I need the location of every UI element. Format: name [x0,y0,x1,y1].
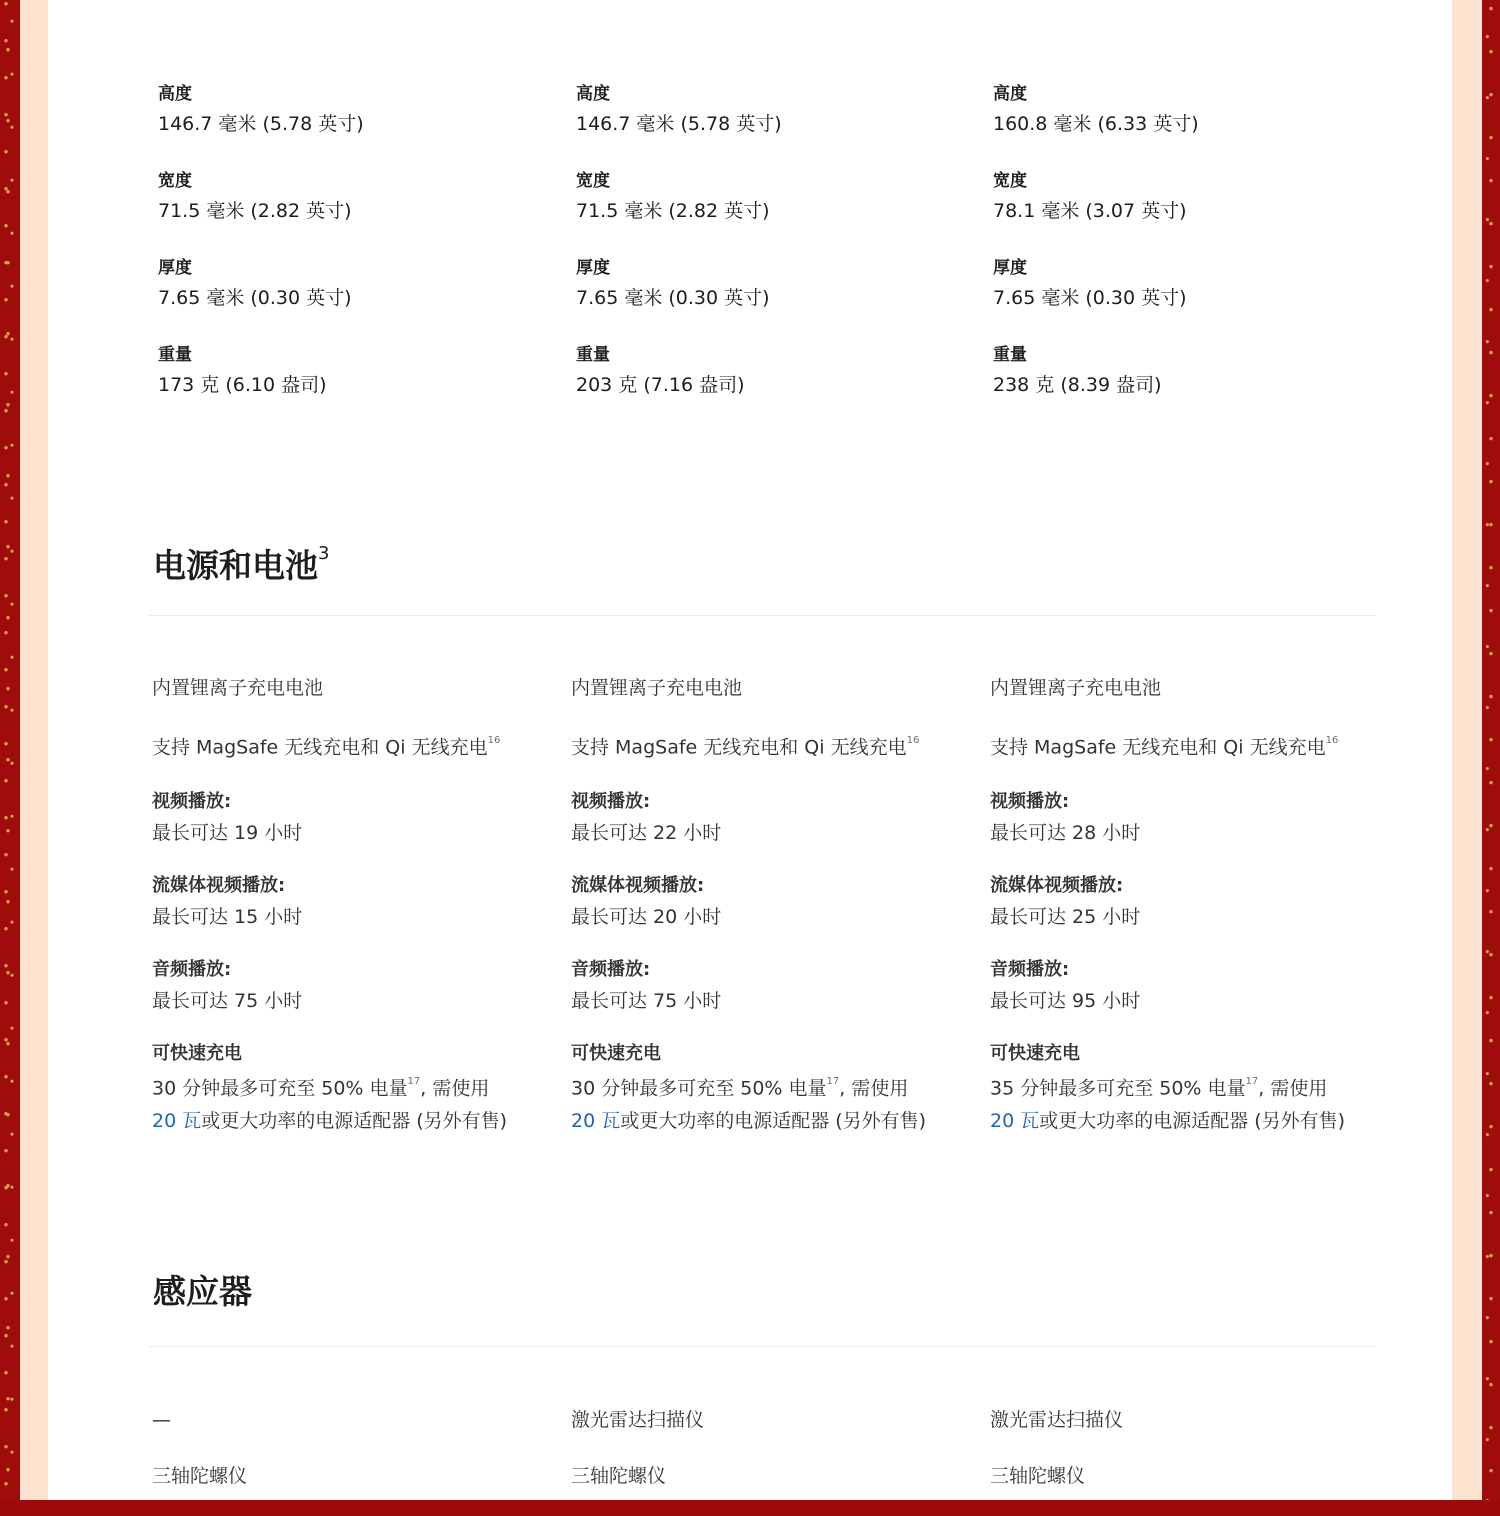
fast-charge [152,1039,552,1136]
audio-playback-value: 最长可达 75 小时 [152,990,303,1013]
footnote-marker[interactable]: 3 [318,543,330,564]
audio-playback [152,955,552,1017]
video-playback-value: 最长可达 28 小时 [990,822,1141,845]
fast-charge-tail: , 需使用 [420,1077,490,1100]
streaming-playback-label: 流媒体视频播放: [152,875,286,897]
dimension-value: 146.7 毫米 (5.78 英寸) [158,113,364,135]
dimension-label: 高度 [158,84,192,104]
battery-column-3 [990,672,1390,1159]
dimension-value: 7.65 毫米 (0.30 英寸) [993,287,1187,309]
dimension-label: 重量 [158,345,192,365]
dimension-value: 173 克 (6.10 盎司) [158,374,327,396]
dimension-label: 宽度 [576,171,610,191]
dimension-item [576,167,976,254]
adapter-link[interactable]: 20 瓦 [990,1109,1040,1132]
dimension-item [158,254,558,341]
sensor-column-1 [152,1404,552,1516]
fast-charge [990,1039,1390,1136]
dimension-value: 146.7 毫米 (5.78 英寸) [576,113,782,135]
sensor-column-3 [990,1404,1390,1516]
audio-playback-value: 最长可达 95 小时 [990,990,1141,1013]
dimension-label: 厚度 [158,258,192,278]
dimension-item [576,341,976,428]
sensor-lidar: 激光雷达扫描仪 [571,1409,705,1431]
footnote-marker[interactable]: 17 [407,1076,421,1088]
fast-charge-label: 可快速充电 [990,1043,1080,1065]
dimension-item [993,167,1393,254]
fast-charge-tail: , 需使用 [1258,1077,1328,1100]
video-playback-label: 视频播放: [990,791,1070,813]
spec-page [48,0,1452,1500]
sensor-gyro: 三轴陀螺仪 [571,1465,667,1487]
section-divider [148,615,1376,616]
decorative-border-right [1452,0,1482,1500]
dimension-label: 厚度 [993,258,1027,278]
power-section-title-text: 电源和电池 [153,546,318,585]
decorative-frame-left [0,0,20,1500]
wireless-charging-text: 支持 MagSafe 无线充电和 Qi 无线充电 [571,736,907,759]
video-playback [152,787,552,849]
dimension-item [158,341,558,428]
dimension-label: 高度 [993,84,1027,104]
streaming-playback-label: 流媒体视频播放: [990,875,1124,897]
fast-charge-adapter-line [152,1105,552,1137]
battery-type: 内置锂离子充电电池 [152,677,324,699]
fast-charge-text: 35 分钟最多可充至 50% 电量 [990,1077,1246,1100]
dimension-value: 238 克 (8.39 盎司) [993,374,1162,396]
audio-playback-label: 音频播放: [152,959,232,981]
streaming-playback-value: 最长可达 25 小时 [990,906,1141,929]
footnote-marker[interactable]: 16 [487,735,501,746]
dimension-label: 重量 [576,345,610,365]
footnote-marker[interactable]: 16 [1325,735,1339,746]
fast-charge-line [152,1069,552,1104]
dimension-item [993,80,1393,167]
dimension-item [576,254,976,341]
battery-column-2 [571,672,971,1159]
audio-playback [571,955,971,1017]
dimensions-column-2 [576,80,976,428]
fast-charge-label: 可快速充电 [571,1043,661,1065]
dimensions-column-1 [158,80,558,428]
battery-type: 内置锂离子充电电池 [990,677,1162,699]
dimension-item [993,341,1393,428]
dimension-value: 71.5 毫米 (2.82 英寸) [576,200,770,222]
streaming-playback-value: 最长可达 20 小时 [571,906,722,929]
dimension-label: 宽度 [158,171,192,191]
video-playback-value: 最长可达 22 小时 [571,822,722,845]
fast-charge-adapter-line [990,1105,1390,1137]
fast-charge-tail: , 需使用 [839,1077,909,1100]
audio-playback-label: 音频播放: [990,959,1070,981]
dimension-label: 厚度 [576,258,610,278]
dimension-value: 7.65 毫米 (0.30 英寸) [576,287,770,309]
streaming-playback [990,871,1390,933]
video-playback [571,787,971,849]
fast-charge-text: 30 分钟最多可充至 50% 电量 [571,1077,827,1100]
adapter-text: 或更大功率的电源适配器 (另外有售) [201,1109,508,1132]
fast-charge-text: 30 分钟最多可充至 50% 电量 [152,1077,408,1100]
dimension-value: 160.8 毫米 (6.33 英寸) [993,113,1199,135]
dimension-item [158,80,558,167]
wireless-charging [152,728,552,763]
adapter-link[interactable]: 20 瓦 [571,1109,621,1132]
dimension-label: 高度 [576,84,610,104]
fast-charge [571,1039,971,1136]
decorative-frame-right [1482,0,1500,1500]
sensor-lidar: — [152,1409,171,1431]
adapter-text: 或更大功率的电源适配器 (另外有售) [1039,1109,1346,1132]
dimension-label: 宽度 [993,171,1027,191]
dimension-label: 重量 [993,345,1027,365]
wireless-charging-text: 支持 MagSafe 无线充电和 Qi 无线充电 [152,736,488,759]
streaming-playback-label: 流媒体视频播放: [571,875,705,897]
dimension-item [576,80,976,167]
sensor-gyro: 三轴陀螺仪 [990,1465,1086,1487]
wireless-charging [990,728,1390,763]
fast-charge-line [571,1069,971,1104]
adapter-link[interactable]: 20 瓦 [152,1109,202,1132]
fast-charge-line [990,1069,1390,1104]
audio-playback-label: 音频播放: [571,959,651,981]
audio-playback [990,955,1390,1017]
fast-charge-adapter-line [571,1105,971,1137]
section-divider [148,1346,1376,1347]
dimension-value: 78.1 毫米 (3.07 英寸) [993,200,1187,222]
power-section-title [153,540,329,586]
audio-playback-value: 最长可达 75 小时 [571,990,722,1013]
streaming-playback [571,871,971,933]
adapter-text: 或更大功率的电源适配器 (另外有售) [620,1109,927,1132]
wireless-charging [571,728,971,763]
wireless-charging-text: 支持 MagSafe 无线充电和 Qi 无线充电 [990,736,1326,759]
footnote-marker[interactable]: 16 [906,735,920,746]
sensor-column-2 [571,1404,971,1516]
dimension-value: 203 克 (7.16 盎司) [576,374,745,396]
fast-charge-label: 可快速充电 [152,1043,242,1065]
sensor-lidar: 激光雷达扫描仪 [990,1409,1124,1431]
decorative-border-left [20,0,48,1500]
dimensions-column-3 [993,80,1393,428]
video-playback [990,787,1390,849]
dimension-value: 71.5 毫米 (2.82 英寸) [158,200,352,222]
footnote-marker[interactable]: 17 [826,1076,840,1088]
video-playback-label: 视频播放: [571,791,651,813]
battery-column-1 [152,672,552,1159]
dimension-item [993,254,1393,341]
video-playback-value: 最长可达 19 小时 [152,822,303,845]
sensor-section-title: 感应器 [153,1272,252,1311]
video-playback-label: 视频播放: [152,791,232,813]
dimension-value: 7.65 毫米 (0.30 英寸) [158,287,352,309]
streaming-playback-value: 最长可达 15 小时 [152,906,303,929]
dimension-item [158,167,558,254]
sensor-gyro: 三轴陀螺仪 [152,1465,248,1487]
footnote-marker[interactable]: 17 [1245,1076,1259,1088]
streaming-playback [152,871,552,933]
battery-type: 内置锂离子充电电池 [571,677,743,699]
